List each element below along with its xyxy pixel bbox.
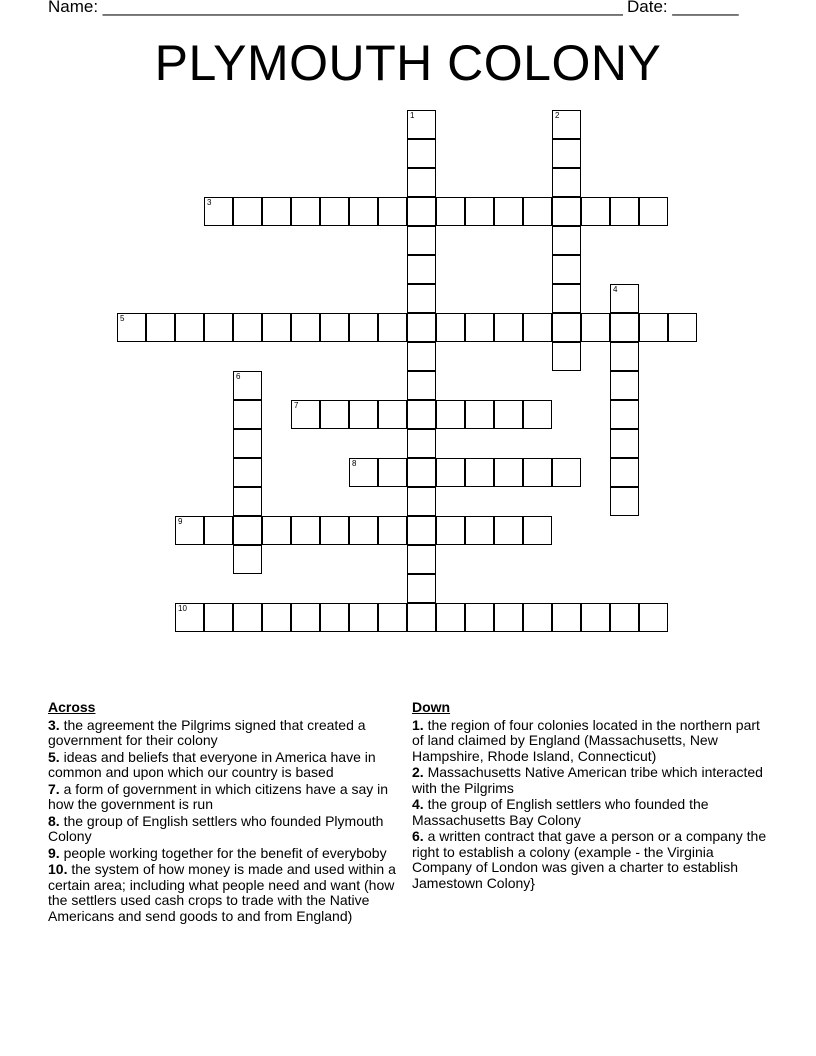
clue-number-label: 3: [207, 198, 212, 207]
crossword-cell[interactable]: [465, 313, 494, 342]
clue-text: the agreement the Pilgrims signed that created a government for their colony: [48, 716, 366, 748]
crossword-cell[interactable]: [407, 400, 436, 429]
crossword-cell[interactable]: [523, 603, 552, 632]
crossword-cell[interactable]: [465, 197, 494, 226]
crossword-cell[interactable]: [146, 313, 175, 342]
clue-text: the system of how money is made and used within a certain area; including what people need and want (how the settlers used cash crops to trade with the Native Americans and send goods to and from England): [48, 861, 396, 924]
crossword-cell[interactable]: [436, 516, 465, 545]
crossword-cell[interactable]: [610, 371, 639, 400]
crossword-cell[interactable]: [523, 458, 552, 487]
clue-number: 6.: [412, 828, 424, 844]
crossword-cell[interactable]: [204, 516, 233, 545]
crossword-cell[interactable]: [552, 603, 581, 632]
crossword-cell[interactable]: [523, 313, 552, 342]
crossword-cell[interactable]: [378, 400, 407, 429]
clue-number: 4.: [412, 796, 424, 812]
crossword-cell[interactable]: [349, 603, 378, 632]
crossword-cell[interactable]: [262, 313, 291, 342]
crossword-cell[interactable]: [407, 603, 436, 632]
crossword-cell[interactable]: [610, 342, 639, 371]
crossword-cell[interactable]: [407, 371, 436, 400]
crossword-cell[interactable]: [262, 603, 291, 632]
crossword-cell[interactable]: [552, 168, 581, 197]
clue-number-label: 7: [294, 401, 299, 410]
clue-text: Massachusetts Native American tribe which interacted with the Pilgrims: [412, 764, 763, 796]
crossword-cell[interactable]: [378, 197, 407, 226]
crossword-cell[interactable]: [494, 458, 523, 487]
clue-number-label: 9: [178, 517, 183, 526]
clue-number-label: 5: [120, 314, 125, 323]
clue-text: a written contract that gave a person or a company the right to establish a colony (example - the Virginia Company of London was given a charter to establish Jamestown Colony}: [412, 828, 767, 891]
crossword-cell[interactable]: [349, 400, 378, 429]
crossword-cell[interactable]: [465, 400, 494, 429]
across-clue-7: [48, 782, 408, 813]
crossword-cell[interactable]: [407, 197, 436, 226]
crossword-cell[interactable]: [610, 603, 639, 632]
down-clue-6: [412, 829, 772, 891]
crossword-cell[interactable]: [436, 458, 465, 487]
clue-number: 10.: [48, 861, 68, 877]
across-clue-8: [48, 814, 408, 845]
clue-number: 3.: [48, 716, 60, 733]
crossword-cell[interactable]: [378, 313, 407, 342]
crossword-cell[interactable]: [610, 197, 639, 226]
crossword-cell[interactable]: [233, 371, 262, 400]
crossword-cell[interactable]: [639, 313, 668, 342]
crossword-cell[interactable]: [175, 313, 204, 342]
clue-number-label: 4: [613, 285, 618, 294]
clue-number-label: 1: [410, 111, 415, 120]
crossword-cell[interactable]: [175, 603, 204, 632]
crossword-cell[interactable]: [407, 487, 436, 516]
clue-number-label: 10: [178, 604, 187, 613]
crossword-cell[interactable]: [436, 400, 465, 429]
crossword-cell[interactable]: [262, 197, 291, 226]
clue-number-label: 2: [555, 111, 560, 120]
crossword-cell[interactable]: [639, 603, 668, 632]
crossword-cell[interactable]: [494, 313, 523, 342]
down-clues: [412, 700, 772, 892]
crossword-cell[interactable]: [233, 545, 262, 574]
clue-number: 5.: [48, 748, 60, 765]
crossword-cell[interactable]: [320, 400, 349, 429]
clue-text: the group of English settlers who founded the Massachusetts Bay Colony: [412, 796, 709, 828]
crossword-cell[interactable]: [581, 197, 610, 226]
crossword-cell[interactable]: [349, 197, 378, 226]
crossword-cell[interactable]: [291, 313, 320, 342]
crossword-cell[interactable]: [262, 516, 291, 545]
crossword-cell[interactable]: [233, 603, 262, 632]
clue-text: the group of English settlers who founded Plymouth Colony: [48, 812, 384, 844]
crossword-cell[interactable]: [523, 400, 552, 429]
crossword-cell[interactable]: [639, 197, 668, 226]
crossword-cell[interactable]: [291, 516, 320, 545]
crossword-cell[interactable]: [233, 197, 262, 226]
crossword-cell[interactable]: [552, 139, 581, 168]
clue-text: ideas and beliefs that everyone in America have in common and upon which our country is based: [48, 748, 376, 780]
crossword-cell[interactable]: [320, 313, 349, 342]
clue-number-label: 8: [352, 459, 357, 468]
crossword-cell[interactable]: [610, 284, 639, 313]
clue-number: 7.: [48, 780, 60, 797]
crossword-cell[interactable]: [320, 197, 349, 226]
crossword-cell[interactable]: [552, 226, 581, 255]
crossword-cell[interactable]: [233, 458, 262, 487]
crossword-cell[interactable]: [552, 197, 581, 226]
crossword-cell[interactable]: [291, 197, 320, 226]
clue-text: people working together for the benefit of everyboby: [63, 844, 387, 861]
crossword-cell[interactable]: [494, 516, 523, 545]
crossword-cell[interactable]: [291, 603, 320, 632]
crossword-cell[interactable]: [291, 400, 320, 429]
crossword-cell[interactable]: [349, 458, 378, 487]
crossword-cell[interactable]: [610, 400, 639, 429]
crossword-cell[interactable]: [320, 516, 349, 545]
crossword-cell[interactable]: [465, 458, 494, 487]
crossword-cell[interactable]: [349, 516, 378, 545]
crossword-cell[interactable]: [552, 458, 581, 487]
crossword-cell[interactable]: [581, 313, 610, 342]
crossword-cell[interactable]: [204, 197, 233, 226]
crossword-cell[interactable]: [494, 603, 523, 632]
crossword-cell[interactable]: [407, 284, 436, 313]
crossword-cell[interactable]: [436, 603, 465, 632]
across-clues: [48, 700, 408, 925]
down-heading: Down: [412, 699, 451, 715]
crossword-cell[interactable]: [552, 342, 581, 371]
crossword-cell[interactable]: [494, 197, 523, 226]
crossword-cell[interactable]: [407, 226, 436, 255]
crossword-cell[interactable]: [552, 110, 581, 139]
crossword-cell[interactable]: [494, 400, 523, 429]
crossword-cell[interactable]: [407, 168, 436, 197]
crossword-cell[interactable]: [378, 458, 407, 487]
crossword-cell[interactable]: [117, 313, 146, 342]
crossword-cell[interactable]: [204, 313, 233, 342]
crossword-cell[interactable]: [407, 545, 436, 574]
crossword-cell[interactable]: [581, 603, 610, 632]
across-clue-3: [48, 718, 408, 749]
clue-number: 8.: [48, 812, 60, 829]
crossword-cell[interactable]: [610, 429, 639, 458]
crossword-cell[interactable]: [349, 313, 378, 342]
crossword-cell[interactable]: [175, 516, 204, 545]
clue-text: a form of government in which citizens have a say in how the government is run: [48, 780, 389, 812]
crossword-cell[interactable]: [610, 313, 639, 342]
crossword-cell[interactable]: [465, 603, 494, 632]
crossword-cell[interactable]: [407, 516, 436, 545]
name-field-label: Name: _______________________________________________________: [48, 0, 623, 16]
crossword-cell[interactable]: [407, 255, 436, 284]
crossword-cell[interactable]: [552, 255, 581, 284]
clue-text: the region of four colonies located in the northern part of land claimed by England (Massachusetts, New Hampshire, Rhode Island, Connecticut): [412, 716, 760, 764]
crossword-cell[interactable]: [378, 603, 407, 632]
crossword-cell[interactable]: [523, 516, 552, 545]
crossword-cell[interactable]: [610, 458, 639, 487]
crossword-cell[interactable]: [233, 400, 262, 429]
crossword-cell[interactable]: [436, 197, 465, 226]
crossword-cell[interactable]: [407, 429, 436, 458]
crossword-cell[interactable]: [610, 487, 639, 516]
crossword-cell[interactable]: [668, 313, 697, 342]
down-clue-1: [412, 718, 772, 765]
crossword-cell[interactable]: [407, 574, 436, 603]
crossword-cell[interactable]: [407, 458, 436, 487]
crossword-cell[interactable]: [407, 110, 436, 139]
crossword-cell[interactable]: [233, 313, 262, 342]
crossword-cell[interactable]: [407, 342, 436, 371]
date-field-label: Date: _______: [627, 0, 739, 16]
crossword-cell[interactable]: [233, 487, 262, 516]
crossword-cell[interactable]: [552, 313, 581, 342]
across-clue-9: [48, 846, 408, 862]
across-clue-5: [48, 750, 408, 781]
down-clue-2: [412, 765, 772, 796]
clue-number: 9.: [48, 844, 60, 861]
clue-number: 2.: [412, 764, 424, 780]
clue-number: 1.: [412, 716, 424, 733]
crossword-cell[interactable]: [204, 603, 233, 632]
clue-number-label: 6: [236, 372, 241, 381]
crossword-cell[interactable]: [407, 139, 436, 168]
crossword-cell[interactable]: [436, 313, 465, 342]
crossword-cell[interactable]: [523, 197, 552, 226]
crossword-cell[interactable]: [407, 313, 436, 342]
crossword-cell[interactable]: [465, 516, 494, 545]
crossword-cell[interactable]: [320, 603, 349, 632]
across-clue-10: [48, 862, 408, 924]
across-heading: Across: [48, 699, 96, 715]
page-title: PLYMOUTH COLONY: [154, 35, 662, 91]
crossword-cell[interactable]: [233, 429, 262, 458]
crossword-cell[interactable]: [552, 284, 581, 313]
crossword-cell[interactable]: [233, 516, 262, 545]
crossword-cell[interactable]: [378, 516, 407, 545]
down-clue-4: [412, 797, 772, 828]
